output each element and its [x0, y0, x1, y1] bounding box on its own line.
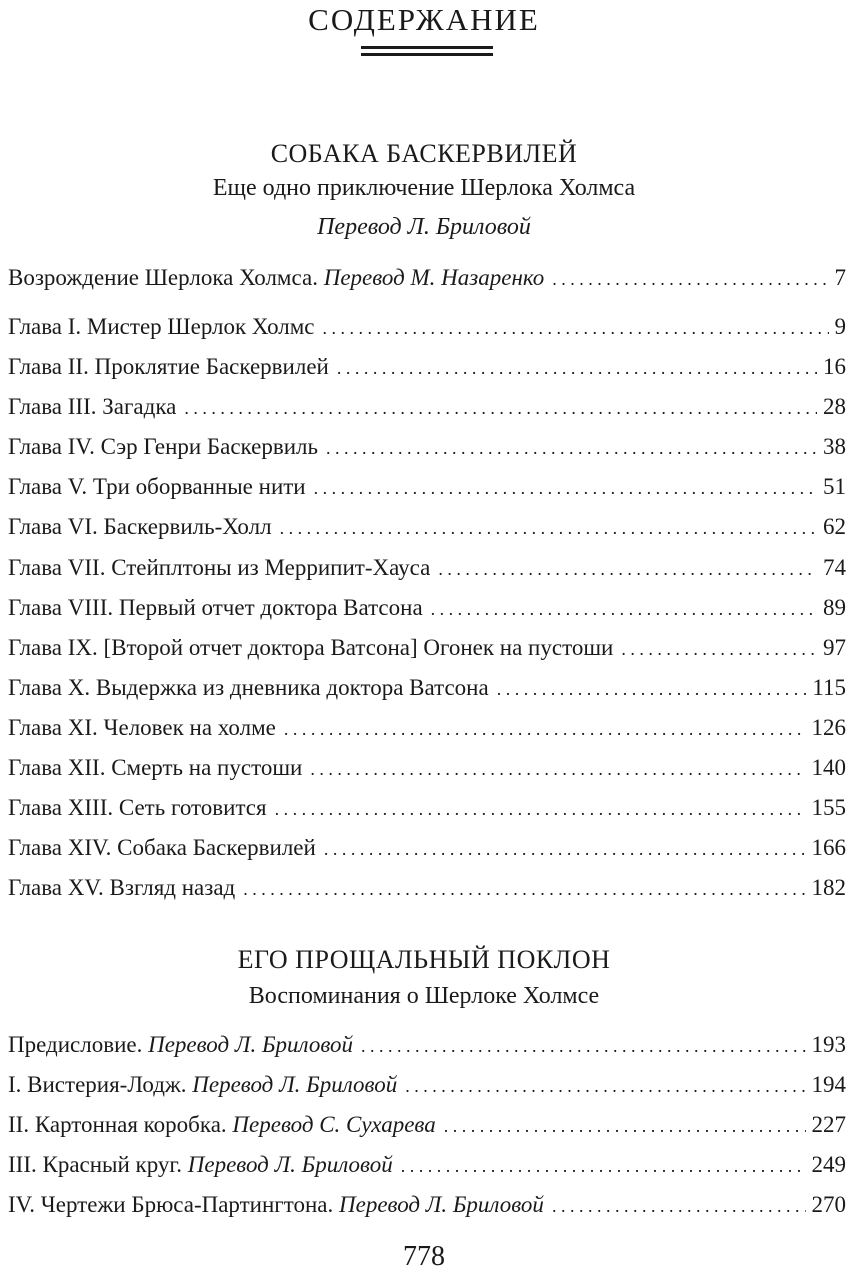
dot-leader — [323, 314, 829, 342]
dot-leader — [184, 394, 817, 422]
toc-entry-translator: Перевод Л. Бриловой — [192, 1072, 398, 1098]
dot-leader — [552, 1192, 806, 1220]
toc-entry[interactable] — [8, 874, 846, 914]
toc-entry-page: 62 — [823, 514, 846, 540]
toc-entry-page: 38 — [823, 434, 846, 460]
toc-entry-translator: Перевод М. Назаренко — [323, 265, 545, 290]
toc-entry-translator: Перевод Л. Бриловой — [187, 1152, 393, 1178]
section-title: ЕГО ПРОЩАЛЬНЫЙ ПОКЛОН — [237, 945, 611, 974]
toc-entry-page: 51 — [823, 474, 846, 500]
toc-entry-title: III. Красный круг. Перевод Л. Бриловой — [8, 1152, 393, 1178]
page-number: 778 — [403, 1241, 445, 1272]
toc-entry[interactable] — [8, 554, 846, 594]
page-title: СОДЕРЖАНИЕ — [308, 2, 540, 37]
toc-entry[interactable] — [8, 264, 846, 304]
toc-entry-page: 28 — [823, 394, 846, 420]
toc-entry-title: Глава VIII. Первый отчет доктора Ватсона — [8, 594, 423, 620]
dot-leader — [310, 755, 805, 783]
toc-entry-title: Глава XI. Человек на холме — [8, 714, 276, 740]
toc-entry-translator: Перевод С. Сухарева — [232, 1112, 436, 1138]
toc-entry-page: 7 — [834, 265, 846, 290]
toc-entry-title: Глава IV. Сэр Генри Баскервиль — [8, 434, 319, 460]
dot-leader — [621, 635, 817, 663]
toc-entry[interactable] — [8, 433, 846, 473]
toc-entry-title: Глава II. Проклятие Баскервилей — [8, 354, 329, 380]
toc-entry-page: 115 — [812, 674, 846, 700]
dot-leader — [401, 1152, 806, 1180]
dot-leader — [552, 265, 828, 293]
dot-leader — [326, 434, 817, 462]
toc-entry[interactable] — [8, 794, 846, 834]
toc-entry[interactable] — [8, 754, 846, 794]
toc-entry[interactable] — [8, 473, 846, 513]
toc-entry-page: 9 — [834, 314, 846, 339]
dot-leader — [405, 1072, 805, 1100]
toc-entry-title: Глава X. Выдержка из дневника доктора Ватсона — [8, 674, 489, 700]
toc-entry-translator: Перевод Л. Бриловой — [339, 1192, 544, 1218]
toc-entry-title: IV. Чертежи Брюса-Партингтона. Перевод Л. Бриловой — [8, 1192, 544, 1218]
toc-entry-title: Глава III. Загадка — [8, 394, 177, 420]
toc-entry-page: 194 — [811, 1072, 846, 1098]
toc-entry-page: 249 — [811, 1152, 846, 1178]
title-underline — [361, 53, 493, 56]
toc-entry-translator: Перевод Л. Бриловой — [148, 1032, 354, 1057]
toc-entry-page: 126 — [811, 714, 846, 740]
toc-chapter-list — [8, 313, 846, 914]
toc-entry-title: Возрождение Шерлока Холмса. Перевод М. Назаренко — [8, 265, 545, 290]
dot-leader — [280, 514, 817, 542]
toc-story-list — [8, 1031, 846, 1231]
toc-entry[interactable] — [8, 714, 846, 754]
toc-entry-title: Глава XIII. Сеть готовится — [8, 795, 267, 821]
toc-entry-title: I. Вистерия-Лодж. Перевод Л. Бриловой — [8, 1072, 398, 1098]
toc-entry-title: II. Картонная коробка. Перевод С. Сухарева — [8, 1112, 436, 1138]
toc-entry-title: Глава VII. Стейплтоны из Меррипит-Хауса — [8, 554, 431, 580]
toc-entry[interactable] — [8, 674, 846, 714]
toc-entry-page: 89 — [823, 594, 846, 620]
dot-leader — [275, 795, 806, 823]
toc-entry[interactable] — [8, 1111, 846, 1151]
section-subtitle: Воспоминания о Шерлоке Холмсе — [248, 983, 600, 1009]
dot-leader — [314, 474, 817, 502]
toc-entry-title: Глава XIV. Собака Баскервилей — [8, 835, 316, 861]
dot-leader — [497, 675, 807, 703]
dot-leader — [337, 354, 817, 382]
title-underline — [361, 46, 493, 49]
toc-entry-title: Глава XII. Смерть на пустоши — [8, 755, 303, 781]
toc-entry[interactable] — [8, 1031, 846, 1071]
section-translator: Перевод Л. Бриловой — [317, 214, 531, 240]
toc-entry-title: Предисловие. Перевод Л. Бриловой — [8, 1032, 354, 1057]
toc-intro-list — [8, 264, 846, 304]
toc-entry[interactable] — [8, 513, 846, 553]
dot-leader — [361, 1032, 805, 1060]
section-title: СОБАКА БАСКЕРВИЛЕЙ — [270, 139, 578, 168]
dot-leader — [284, 715, 806, 743]
toc-entry[interactable] — [8, 1071, 846, 1111]
toc-entry-title: Глава IX. [Второй отчет доктора Ватсона] Огонек на пустоши — [8, 634, 614, 660]
toc-entry-page: 140 — [811, 755, 846, 781]
toc-entry-title: Глава V. Три оборванные нити — [8, 474, 306, 500]
dot-leader — [243, 875, 805, 903]
section-subtitle: Еще одно приключение Шерлока Холмса — [212, 175, 636, 201]
toc-entry-page: 74 — [823, 554, 846, 580]
toc-entry-title: Глава VI. Баскервиль-Холл — [8, 514, 272, 540]
toc-entry-page: 227 — [811, 1112, 846, 1138]
toc-entry[interactable] — [8, 353, 846, 393]
toc-entry-title: Глава I. Мистер Шерлок Холмс — [8, 314, 315, 339]
toc-entry-page: 97 — [823, 634, 846, 660]
toc-entry[interactable] — [8, 1191, 846, 1231]
toc-entry[interactable] — [8, 634, 846, 674]
toc-entry-page: 155 — [811, 795, 846, 821]
toc-entry[interactable] — [8, 393, 846, 433]
toc-entry-page: 270 — [811, 1192, 846, 1218]
dot-leader — [431, 595, 817, 623]
dot-leader — [444, 1112, 806, 1140]
dot-leader — [438, 555, 817, 583]
dot-leader — [324, 835, 806, 863]
toc-entry[interactable] — [8, 594, 846, 634]
toc-entry-page: 193 — [811, 1032, 846, 1057]
toc-entry-page: 166 — [811, 835, 846, 861]
toc-entry-title: Глава XV. Взгляд назад — [8, 875, 236, 901]
toc-entry[interactable] — [8, 834, 846, 874]
toc-entry[interactable] — [8, 1151, 846, 1191]
toc-entry-page: 182 — [811, 875, 846, 901]
toc-entry[interactable] — [8, 313, 846, 353]
toc-entry-page: 16 — [823, 354, 846, 380]
